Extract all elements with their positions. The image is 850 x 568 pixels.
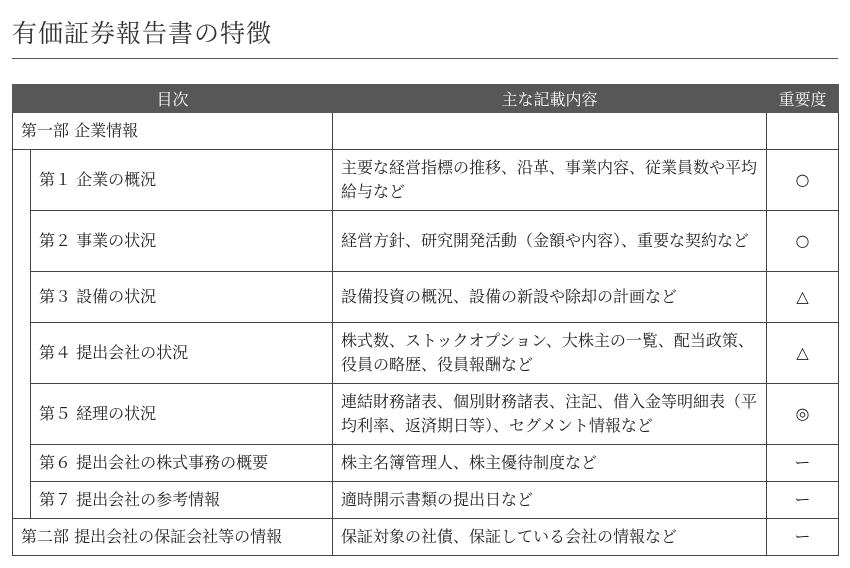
header-toc: 目次 xyxy=(13,85,333,113)
header-content: 主な記載内容 xyxy=(333,85,767,113)
chapter-content: 連結財務諸表、個別財務諸表、注記、借入金等明細表（平均利率、返済期日等）、セグメント情報など xyxy=(333,384,767,445)
table-row xyxy=(13,113,839,150)
part-label: 第二部 提出会社の保証会社等の情報 xyxy=(13,519,333,556)
table-row xyxy=(13,323,839,384)
importance-mark: ○ xyxy=(767,211,839,272)
chapter-content: 経営方針、研究開発活動（金額や内容）、重要な契約など xyxy=(333,211,767,272)
part-content xyxy=(333,113,767,150)
chapter-label: 第４ 提出会社の状況 xyxy=(31,323,333,384)
table-row xyxy=(13,445,839,482)
page-title: 有価証券報告書の特徴 xyxy=(12,19,273,48)
chapter-content: 設備投資の概況、設備の新設や除却の計画など xyxy=(333,272,767,323)
table-header-row xyxy=(13,85,839,113)
table-row xyxy=(13,384,839,445)
part-content: 保証対象の社債、保証している会社の情報など xyxy=(333,519,767,556)
chapter-content: 株主名簿管理人、株主優待制度など xyxy=(333,445,767,482)
importance-mark: △ xyxy=(767,323,839,384)
importance-mark: △ xyxy=(767,272,839,323)
table-row xyxy=(13,482,839,519)
title-divider xyxy=(12,58,838,59)
chapter-label: 第１ 企業の概況 xyxy=(31,150,333,211)
part-label: 第一部 企業情報 xyxy=(13,113,333,150)
importance-mark: ◎ xyxy=(767,384,839,445)
chapter-label: 第５ 経理の状況 xyxy=(31,384,333,445)
table-row xyxy=(13,519,839,556)
table-row xyxy=(13,272,839,323)
chapter-content: 主要な経営指標の推移、沿革、事業内容、従業員数や平均給与など xyxy=(333,150,767,211)
chapter-label: 第６ 提出会社の株式事務の概要 xyxy=(31,445,333,482)
chapter-label: 第３ 設備の状況 xyxy=(31,272,333,323)
chapter-label: 第２ 事業の状況 xyxy=(31,211,333,272)
importance-mark: ー xyxy=(767,519,839,556)
chapter-label: 第７ 提出会社の参考情報 xyxy=(31,482,333,519)
chapter-content: 株式数、ストックオプション、大株主の一覧、配当政策、役員の略歴、役員報酬など xyxy=(333,323,767,384)
importance-mark: ー xyxy=(767,482,839,519)
securities-report-table xyxy=(12,84,839,556)
table-row xyxy=(13,211,839,272)
chapter-content: 適時開示書類の提出日など xyxy=(333,482,767,519)
importance-mark xyxy=(767,113,839,150)
importance-mark: ー xyxy=(767,445,839,482)
importance-mark: ○ xyxy=(767,150,839,211)
table-row xyxy=(13,150,839,211)
indent-spacer xyxy=(13,150,31,519)
header-importance: 重要度 xyxy=(767,85,839,113)
